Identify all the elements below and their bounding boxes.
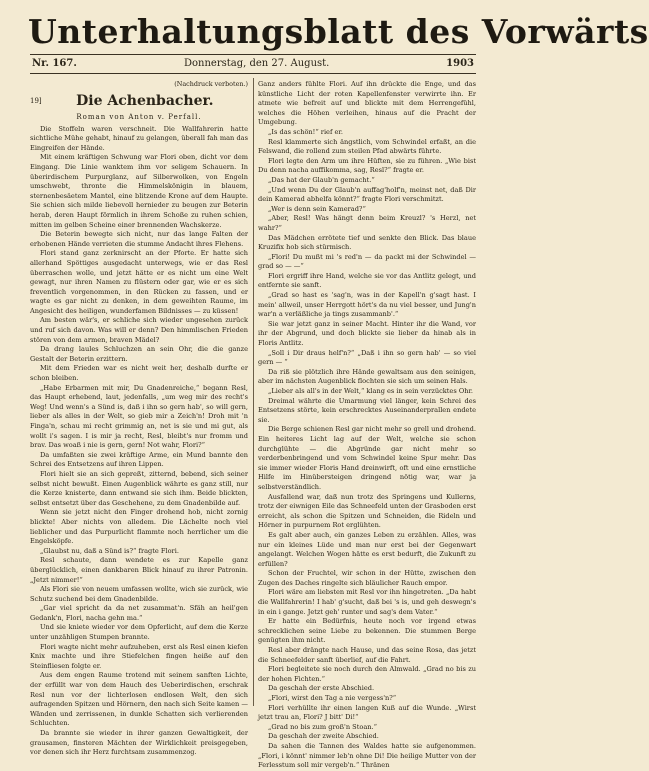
paragraph: Da brannte sie wieder in ihrer ganzen Gewaltigkeit, der grausamen, finsteren Mächten der Wirklichkeit preisgegeben, vor denen sich ihr Herz furchtsam zusammenzog.	[30, 729, 248, 757]
paragraph: Da umfaßten sie zwei kräftige Arme, ein Mund bannte den Schrei des Entsetzens auf ihren Lippen.	[30, 450, 248, 469]
paragraph: Schon der Fruchtel, wir schon in der Hütte, zwischen den Zugen des Daches ringelte sich bläulicher Rauch empor.	[258, 569, 476, 587]
paragraph: „Is das schön!“ rief er.	[268, 127, 343, 136]
issue-date: Donnerstag, den 27. August.	[184, 58, 330, 69]
paragraph: „Glaubst nu, daß a Sünd is?“ fragte Flori.	[40, 546, 179, 555]
paragraph: Flori wäre am liebsten mit Resl vor ihn hingetreten. „Da habt die Wallfahrerin! I hab' g'sucht, daß bei 's is, und geh deswegn's in ein i gange. Jetzt geh' runter und sag's dem Vater.“	[258, 588, 476, 616]
paragraph: „Flori, wirst den Tag a nie vergess'n?“	[268, 694, 397, 702]
paragraph: Die Beterin bewegte sich nicht, nur das lange Falten der erhobenen Hände verrieten die stumme Andacht ihres Flehens.	[30, 230, 248, 248]
paragraph: Da drang laules Schluchzen an sein Ohr, die die ganze Gestalt der Beterin erzittern.	[30, 345, 248, 363]
paragraph: Mit dem Frieden war es nicht weit her, deshalb durfte er schon bleiben.	[30, 364, 248, 383]
paragraph: Resl aber drängte nach Hause, und das seine Rosa, das jetzt die Schneefelder sanft überlief, auf die Fahrt.	[258, 646, 476, 664]
paragraph: Aus dem engen Raume trotend mit seinem sanften Lichte, der erfüllt war von dem Hauch des Ueberirdischen, erschrak Resl nun vor der lichterlosen endlosen Welt, den sich aufragenden Spitzen und Hörnern, den nach sich Seite kamen — Wänden und zerrissenen, in dunkle Schatten sich verlierenden Schluchten.	[30, 671, 248, 728]
left-column-body	[30, 125, 248, 758]
paragraph: Das Mädchen errötete tief und senkte den Blick. Das blaue Kruzifix hob sich stürmisch.	[258, 233, 476, 252]
paragraph: Flori hielt sie an sich gepreßt, zitternd, bebend, sich seiner selbst nicht bewußt. Einen Augenblick währte es ganz still, nur die Kerze knisterte, dann entwand sie sich ihm. Beide blickten, selbst entsetzt über das Geschehene, zu dem Gnadenbilde auf.	[30, 469, 248, 507]
masthead-rule-bottom	[30, 73, 476, 74]
left-column	[30, 80, 248, 757]
paragraph: Flori verhüllte ihr einen langen Kuß auf die Wunde. „Wirst jetzt trau an, Flori? J bitt' Di!“	[258, 703, 476, 722]
paragraph: „Gar viel spricht da da net zusammat'n. Sfäh an heil'gen Gedank'n, Flori, nacha gehn ma.“	[30, 604, 248, 622]
reprint-notice: (Nachdruck verboten.)	[174, 80, 248, 88]
paragraph: Flori wagte nicht mehr aufzuheben, erst als Resl einen kiefen Knix machte und ihre Stiefelchen fingen heiße auf den Steinfliesen folgte er.	[30, 642, 248, 670]
article-byline: Roman von Anton v. Perfall.	[76, 112, 202, 121]
paragraph: Die Stoffeln waren verschneit. Die Wallfahrerin hatte sichtliche Mühe gehabt, hinauf zu gelangen, überall fah man das Eingreifen der Hände.	[30, 124, 248, 152]
paragraph: Sie war jetzt ganz in seiner Macht. Hinter ihr die Wand, vor ihr der Abgrund, und doch blickte sie lieber da hinab als in Floris Antlitz.	[258, 319, 476, 348]
paragraph: Flori begleitete sie noch durch den Almwald. „Grad no bis zu der hohen Fichten.“	[258, 665, 476, 683]
right-column-body	[258, 80, 476, 771]
paragraph: Da riß sie plötzlich ihre Hände gewaltsam aus den seinigen, aber im nächsten Augenblick flochten sie sich um seinen Hals.	[258, 367, 476, 386]
paragraph: „Habe Erbarmen mit mir, Du Gnadenreiche,“ begann Resl, das Haupt erhebend, laut, jedenfalls, „um weg mir des recht's Weg! Und wenn's a Sünd is, daß i ihn so gern hab', so will gern, lieber als alles in der Welt, so gieb mir a Zeich'n! Droh mit 'n Finga'n, schau mi recht grimmig an, net is sie und mi gut, als wollt i's sagen. I is mir ja recht, Resl, bleibt's nur fromm und brav. Das woaß i nie is gern, gern! Not wahr, Flori?“	[30, 383, 248, 450]
paragraph: Ganz anders fühlte Flori. Auf ihn drückte die Enge, und das künstliche Licht der roten Kapellenfenster verwirrte ihn. Er atmete wie befreit auf und blickte mit dem Herrengefühl, welches die Höhen verleihen, hinaus auf die Pracht der Umgebung.	[258, 80, 476, 127]
paragraph: „Und wenn Du der Glaub'n auffag'holf'n, meinst net, daß Dir dein Kamerad abhelfa könnt?“ fragte Flori verschmitzt.	[258, 185, 476, 204]
paragraph: „Das hat der Glaub'n gemacht.“	[268, 175, 375, 184]
column-divider	[253, 78, 254, 706]
paragraph: Mit einem kräftigen Schwung war Flori oben, dicht vor dem Eingang. Die Linie wanktem ihm vor seligem Schauern. In überirdischem Purpurglanz, auf Silberwolken, von Engeln umschwebt, thronte die Himmelskönigin in blauem, sternenbesäetem Mantel, eine blitzende Krone auf dem Haupte. Sie schien sich milde liebevoll hernieder zu beugen zur Beterin herab, deren Haupt förmlich in ihrem Schoße zu ruhen schien, mitten im gelben Scheine einer brennenden Wachskerze.	[30, 153, 248, 229]
paragraph: Er hatte ein Bedürfnis, heute noch vor irgend etwas schrecklichen seine Liebe zu bekennen. Die stummen Berge genügten ihm nicht.	[258, 617, 476, 645]
paragraph: „Wer is denn sein Kamerad?“	[268, 204, 366, 213]
issue-year: 1903	[446, 58, 474, 69]
paragraph: „Aber, Resl! Was hängt denn beim Kreuzl? 's Herzl, net wahr?“	[258, 214, 476, 232]
paragraph: Wenn sie jetzt nicht den Finger drohend hob, nicht zornig blickte! Aber nichts von alledem. Die Lächelte noch viel lieblicher und das Purpurlicht flammte noch herrlicher um die Engelsköpfe.	[30, 508, 248, 546]
paragraph: Die Berge schienen Resl gar nicht mehr so grell und drohend. Ein heiteres Licht lag auf der Welt, welche sie schon durchglühte — die Abgründe gar nicht mehr so verderbenbringend und vom Schwindel keine Spur mehr. Das sie immer wieder Floris Hand dreinwirft, oft und eine ernstliche Hilfe im Hinübersteigen dringend nötig war, war ja selbstverständlich.	[258, 425, 476, 491]
paragraph: Resl schaute, dann wendete es zur Kapelle ganz überglücklich, einen dankbaren Blick hinauf zu ihrer Patronin. „Jetzt nimmer!“	[30, 556, 248, 584]
paragraph: Resl klammerte sich ängstlich, vom Schwindel erfaßt, an die Felswand, die rollend zum steilen Pfad abwärts führte.	[258, 137, 476, 156]
serial-number: 19]	[30, 96, 42, 105]
paragraph: Dreimal währte die Umarmung viel länger, kein Schrei des Entsetzens störte, kein erschrecktes Auseinanderprallen endete sie.	[258, 396, 476, 424]
paragraph: „Lieber als all's in der Welt,“ klang es in sein verzücktes Ohr.	[268, 387, 473, 395]
paragraph: Flori stand ganz zerknirscht an der Pforte. Er hatte sich allerhand Spöttiges ausgedacht unterwegs, wie er das Resl überraschen wolle, und jetzt hätte er es nicht um eine Welt gewagt, nur ihren Namen zu flüstern oder gar, wie er es sich freventlich vorgenommen, in den Rücken zu fassen, und er wagte es gar nicht zu denken, in dem geweihten Raume, im Angesicht des heiligen, wunderfamen Bildnisses — zu küssen!	[30, 249, 248, 315]
masthead-title: Unterhaltungsblatt des Vorwärts	[28, 12, 649, 51]
paragraph: Da geschah der zweite Abschied.	[268, 732, 379, 741]
paragraph: Da sahen die Tannen des Waldes hatte sie aufgenommen. „Flori, i könnt' nimmer leb'n ohne Di! Die heilige Mutter von der Ferlesstum soll mir vergeb'n.“ Thränen	[258, 741, 476, 770]
paragraph: „Soll i Dir draus helf'n?“ „Daß i ihn so gern hab' — so viel gern — “	[258, 348, 476, 367]
paragraph: Und sie kniete wieder vor dem Opferlicht, auf dem die Kerze unter unzähligen Stumpen brannte.	[30, 623, 248, 642]
paragraph: „Grad so hast es 'sag'n, was in der Kapell'n g'sagt hast. I mein' allweil, unser Herrgott hört's da nu viel besser, und Jung'n war'n a verläßliche ja tings zusammanb'.“	[258, 291, 476, 319]
paragraph: „Flori! Du mußt mi 's red'n — da packt mi der Schwindel — grad so — —“	[258, 252, 476, 271]
paragraph: Am besten wär's, er schliche sich wieder ungesehen zurück und ruf sich davon. Was will er denn? Den himmlischen Frieden stören von dem armen, braven Mädel?	[30, 316, 248, 344]
article-title: Die Achenbacher.	[76, 92, 214, 109]
paragraph: Ausfallend war, daß nun trotz des Springens und Kullerns, trotz der eiwnigen Eile das Schneefeld unten der Grasboden erst erreicht, als schon die Spitzen und Schneiden, die Rideln und Hörner in purpurnem Rot erglühten.	[258, 492, 477, 530]
paragraph: Da geschah der erste Abschied.	[268, 684, 375, 693]
right-column	[258, 80, 477, 770]
paragraph: Flori ergriff ihre Hand, welche sie vor das Antlitz gelegt, und entfernte sie sanft.	[258, 271, 476, 290]
paragraph: Flori legte den Arm um ihre Hüften, sie zu führen. „Wie bist Du denn nacha auffikomma, sag, Resl?“ fragte er.	[258, 156, 476, 175]
paragraph: „Grad no bis zum groß'n Stoan.“	[268, 722, 377, 731]
paragraph: Als Flori sie von neuem umfassen wollte, wich sie zurück, wie Schutz suchend bei dem Gnadenbilde.	[30, 585, 248, 603]
issue-number: Nr. 167.	[32, 58, 77, 69]
paragraph: Es galt aber auch, ein ganzes Leben zu erzählen. Alles, was nur ein kleines Lüde und man nur erst bei der Gegenwart angelangt. Welchen Wogen hätte es erst bedurft, die Zukunft zu erfüllen?	[258, 530, 476, 568]
masthead-rule-top	[30, 54, 476, 55]
